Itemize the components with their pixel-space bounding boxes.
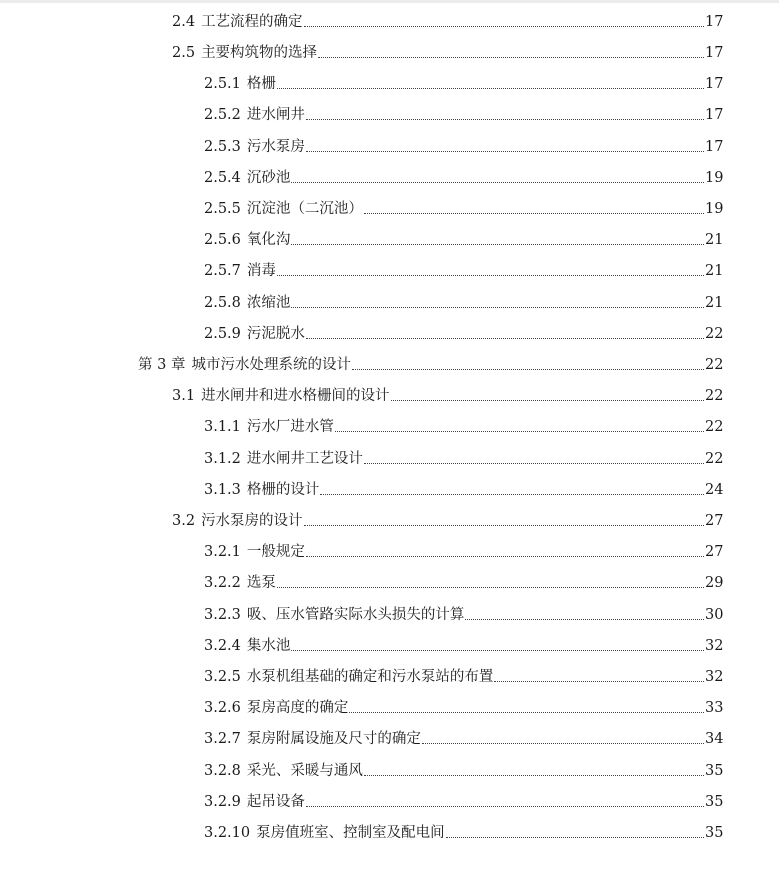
toc-entry-page: 34 xyxy=(705,731,724,747)
toc-entry-page: 24 xyxy=(705,482,724,498)
toc-dot-leader xyxy=(364,462,704,464)
toc-entry-number: 3.2.6 xyxy=(204,700,241,716)
toc-entry-page: 35 xyxy=(705,763,724,779)
toc-entry[interactable] xyxy=(204,570,723,592)
toc-entry-title: 采光、采暖与通风 xyxy=(246,763,363,779)
toc-entry-title: 集水池 xyxy=(246,638,291,654)
toc-entry-title: 工艺流程的确定 xyxy=(201,14,303,30)
toc-entry-title: 选泵 xyxy=(246,575,276,591)
toc-entry-page: 21 xyxy=(705,232,724,248)
toc-entry-title: 水泵机组基础的确定和污水泵站的布置 xyxy=(246,669,494,685)
toc-entry-title: 沉砂池 xyxy=(246,170,291,186)
toc-entry-number: 2.5.1 xyxy=(204,76,241,92)
toc-entry[interactable] xyxy=(204,290,723,312)
toc-entry[interactable] xyxy=(204,633,723,655)
toc-dot-leader xyxy=(364,212,704,214)
toc-dot-leader xyxy=(349,711,704,713)
toc-entry-page: 35 xyxy=(705,794,724,810)
toc-entry[interactable] xyxy=(204,726,723,748)
toc-entry-page: 19 xyxy=(705,201,724,217)
toc-dot-leader xyxy=(277,586,704,588)
toc-entry-page: 22 xyxy=(705,388,724,404)
toc-entry-page: 32 xyxy=(705,669,724,685)
toc-entry-title: 格栅 xyxy=(246,76,276,92)
toc-entry-page: 17 xyxy=(705,139,724,155)
toc-entry-number: 2.5.4 xyxy=(204,170,241,186)
toc-dot-leader xyxy=(306,337,704,339)
toc-entry-page: 27 xyxy=(705,513,724,529)
toc-entry-number: 3.2.4 xyxy=(204,638,241,654)
toc-entry-page: 22 xyxy=(705,419,724,435)
toc-entry-page: 17 xyxy=(705,14,724,30)
toc-entry-title: 吸、压水管路实际水头损失的计算 xyxy=(246,607,465,623)
toc-entry[interactable] xyxy=(204,539,723,561)
toc-entry-page: 35 xyxy=(705,825,724,841)
toc-entry-number: 2.5.8 xyxy=(204,295,241,311)
toc-entry[interactable] xyxy=(172,40,723,62)
toc-entry-page: 22 xyxy=(705,326,724,342)
toc-entry[interactable] xyxy=(204,227,723,249)
toc-entry[interactable] xyxy=(204,196,723,218)
toc-entry-number: 2.4 xyxy=(172,14,196,30)
toc-entry[interactable] xyxy=(204,789,723,811)
toc-entry[interactable] xyxy=(204,102,723,124)
toc-entry[interactable] xyxy=(204,414,723,436)
toc-entry-number: 3.2.1 xyxy=(204,544,241,560)
toc-dot-leader xyxy=(277,274,704,276)
toc-dot-leader xyxy=(364,774,704,776)
toc-dot-leader xyxy=(494,680,704,682)
toc-entry[interactable] xyxy=(204,258,723,280)
toc-entry-title: 进水闸井和进水格栅间的设计 xyxy=(201,388,390,404)
toc-entry-title: 主要构筑物的选择 xyxy=(201,45,318,61)
toc-entry-number: 3.1.2 xyxy=(204,451,241,467)
toc-entry-number: 2.5.2 xyxy=(204,107,241,123)
toc-dot-leader xyxy=(306,805,704,807)
toc-entry-title: 泵房高度的确定 xyxy=(246,700,349,716)
toc-entry-page: 22 xyxy=(705,357,724,373)
toc-entry-number: 3.2.8 xyxy=(204,763,241,779)
toc-dot-leader xyxy=(306,150,704,152)
toc-entry-number: 2.5.5 xyxy=(204,201,241,217)
toc-entry[interactable] xyxy=(204,602,723,624)
toc-dot-leader xyxy=(306,555,704,557)
toc-entry-title: 城市污水处理系统的设计 xyxy=(191,357,351,373)
toc-dot-leader xyxy=(335,430,704,432)
toc-entry-title: 污水泵房的设计 xyxy=(201,513,303,529)
toc-entry[interactable] xyxy=(204,695,723,717)
toc-entry-title: 进水闸井 xyxy=(246,107,305,123)
toc-entry-number: 3.1.3 xyxy=(204,482,241,498)
toc-entry-page: 17 xyxy=(705,107,724,123)
toc-entry-title: 氧化沟 xyxy=(246,232,291,248)
toc-entry-number: 2.5.7 xyxy=(204,263,241,279)
toc-entry-page: 30 xyxy=(705,607,724,623)
toc-dot-leader xyxy=(291,243,704,245)
toc-dot-leader xyxy=(352,368,704,370)
toc-entry[interactable] xyxy=(204,758,723,780)
toc-entry-title: 泵房附属设施及尺寸的确定 xyxy=(246,731,421,747)
toc-entry-page: 29 xyxy=(705,575,724,591)
toc-entry-page: 17 xyxy=(705,76,724,92)
toc-dot-leader xyxy=(304,524,704,526)
toc-dot-leader xyxy=(465,618,704,620)
toc-entry[interactable] xyxy=(172,383,723,405)
toc-entry-title: 消毒 xyxy=(246,263,276,279)
toc-entry-page: 22 xyxy=(705,451,724,467)
toc-entry-number: 3.1 xyxy=(172,388,196,404)
toc-entry-title: 污水泵房 xyxy=(246,139,305,155)
toc-entry-number: 3.2.3 xyxy=(204,607,241,623)
toc-dot-leader xyxy=(291,181,704,183)
toc-entry-page: 19 xyxy=(705,170,724,186)
toc-dot-leader xyxy=(304,25,704,27)
toc-entry[interactable] xyxy=(204,321,723,343)
toc-entry-title: 浓缩池 xyxy=(246,295,291,311)
toc-entry-title: 泵房值班室、控制室及配电间 xyxy=(256,825,445,841)
toc-entry-number: 3.2.5 xyxy=(204,669,241,685)
toc-entry-number: 3.2.10 xyxy=(204,825,251,841)
toc-dot-leader xyxy=(291,306,704,308)
toc-entry-number: 3.2.7 xyxy=(204,731,241,747)
toc-dot-leader xyxy=(391,399,704,401)
toc-entry[interactable] xyxy=(172,508,723,530)
toc-entry[interactable] xyxy=(204,664,723,686)
toc-entry-page: 21 xyxy=(705,295,724,311)
toc-entry-number: 第 3 章 xyxy=(138,357,186,373)
toc-entry-page: 17 xyxy=(705,45,724,61)
toc-entry-title: 进水闸井工艺设计 xyxy=(246,451,363,467)
toc-entry[interactable] xyxy=(204,820,723,842)
toc-entry[interactable] xyxy=(204,165,723,187)
toc-entry[interactable] xyxy=(204,134,723,156)
toc-dot-leader xyxy=(446,836,704,838)
toc-dot-leader xyxy=(306,118,704,120)
toc-entry-title: 污水厂进水管 xyxy=(246,419,334,435)
toc-entry[interactable] xyxy=(204,71,723,93)
toc-entry-number: 2.5.9 xyxy=(204,326,241,342)
toc-entry-title: 沉淀池（二沉池） xyxy=(246,201,363,217)
page-top-edge xyxy=(0,0,779,3)
toc-entry[interactable] xyxy=(172,9,723,31)
toc-entry-number: 2.5.3 xyxy=(204,139,241,155)
toc-entry-title: 一般规定 xyxy=(246,544,305,560)
toc-entry-number: 3.2.2 xyxy=(204,575,241,591)
toc-entry-number: 3.1.1 xyxy=(204,419,241,435)
toc-dot-leader xyxy=(318,56,704,58)
toc-entry-number: 3.2 xyxy=(172,513,196,529)
toc-dot-leader xyxy=(277,87,704,89)
toc-entry-page: 21 xyxy=(705,263,724,279)
toc-entry[interactable] xyxy=(204,446,723,468)
toc-entry-number: 2.5.6 xyxy=(204,232,241,248)
toc-entry-page: 33 xyxy=(705,700,724,716)
toc-dot-leader xyxy=(291,649,704,651)
toc-entry-number: 3.2.9 xyxy=(204,794,241,810)
toc-entry-title: 格栅的设计 xyxy=(246,482,320,498)
toc-entry-page: 27 xyxy=(705,544,724,560)
toc-entry-title: 起吊设备 xyxy=(246,794,305,810)
toc-entry[interactable] xyxy=(204,477,723,499)
toc-entry-page: 32 xyxy=(705,638,724,654)
toc-entry-number: 2.5 xyxy=(172,45,196,61)
toc-entry[interactable] xyxy=(138,352,723,374)
toc-dot-leader xyxy=(320,493,704,495)
toc-entry-title: 污泥脱水 xyxy=(246,326,305,342)
toc-dot-leader xyxy=(422,742,704,744)
